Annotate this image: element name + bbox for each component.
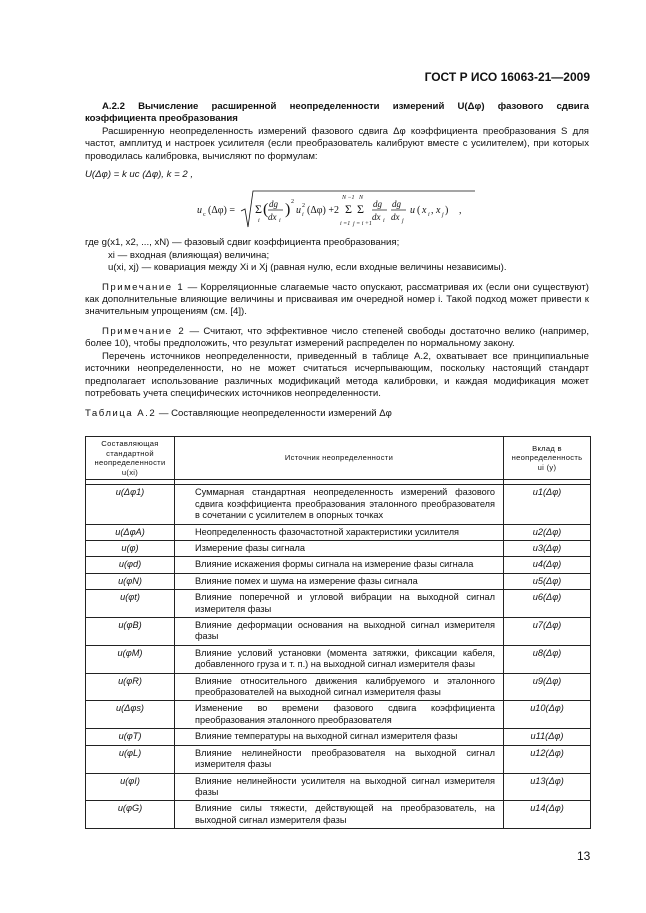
svg-text:): ) <box>445 205 449 217</box>
table-row <box>86 573 591 589</box>
svg-text:,: , <box>459 205 462 217</box>
main-content <box>85 101 589 423</box>
contribution-cell: u7(Δφ) <box>504 618 591 646</box>
table-row <box>86 645 591 673</box>
source-cell: Суммарная стандартная неопределенность измерений фазового сдвига коэффициента преобразования эталонного преобразователя в сочетании с усилителем в опорных точках <box>175 485 504 524</box>
contribution-cell: u9(Δφ) <box>504 673 591 701</box>
source-cell: Влияние деформации основания на выходной сигнал измерителя фазы <box>175 618 504 646</box>
contribution-cell: u14(Δφ) <box>504 801 591 829</box>
contribution-cell: u3(Δφ) <box>504 541 591 557</box>
contribution-cell: u13(Δφ) <box>504 773 591 801</box>
component-cell: u(Δφs) <box>86 701 175 729</box>
svg-text:N: N <box>359 195 364 202</box>
svg-text:i: i <box>428 212 430 219</box>
contribution-cell: u11(Δφ) <box>504 729 591 745</box>
svg-text:u: u <box>296 205 301 217</box>
svg-text:Σ: Σ <box>255 202 262 217</box>
table-row <box>86 745 591 773</box>
svg-text:x: x <box>422 205 427 217</box>
table-row <box>86 524 591 540</box>
svg-text:2: 2 <box>302 203 305 210</box>
table-row <box>86 590 591 618</box>
svg-text:,: , <box>431 205 434 217</box>
definition-covariance: u(xi, xj) — ковариация между Xi и Xj (равная нулю, если входные величины независимы). <box>108 262 507 274</box>
svg-text:dx: dx <box>372 212 381 223</box>
source-cell: Влияние поперечной и угловой вибрации на выходной сигнал измерителя фазы <box>175 590 504 618</box>
component-cell: u(φL) <box>86 745 175 773</box>
svg-text:u: u <box>410 205 415 217</box>
component-cell: u(Δφ1) <box>86 485 175 524</box>
definitions <box>85 237 589 274</box>
contribution-cell: u1(Δφ) <box>504 485 591 524</box>
svg-text:j: j <box>442 212 444 219</box>
svg-text:N −1: N −1 <box>342 195 355 202</box>
contribution-cell: u5(Δφ) <box>504 573 591 589</box>
table-header-row <box>86 437 591 480</box>
svg-text:2: 2 <box>291 199 294 206</box>
svg-text:j = i +1: j = i +1 <box>353 221 372 228</box>
sources-paragraph: Перечень источников неопределенности, приведенный в таблице А.2, охватывает все принципиальные источники неопределенности, но не может считаться исчерпывающим, поскольку настоящий стандарт предполагает использование различных модификаций метода калибровки, и каждая модификация может потребовать учета специфических источников неопределенности. <box>85 350 589 399</box>
component-cell: u(φM) <box>86 645 175 673</box>
note-2 <box>85 326 589 351</box>
svg-text:j: j <box>402 218 404 225</box>
col-header-source: Источник неопределенности <box>175 437 504 480</box>
component-cell: u(φI) <box>86 773 175 801</box>
combined-uncertainty-formula-graphic <box>197 187 477 233</box>
table-row <box>86 485 591 524</box>
svg-text:(: ( <box>417 205 421 217</box>
svg-text:dx: dx <box>391 212 400 223</box>
col-header-component: Составляющая стандартной неопределенности u(xi) <box>86 437 175 480</box>
table-body <box>86 485 591 829</box>
formula-combined-uncertainty <box>85 187 589 233</box>
svg-text:i: i <box>302 212 304 219</box>
definition-xi: xi — входная (влияющая) величина; <box>108 249 270 261</box>
svg-text:i =1: i =1 <box>340 221 351 228</box>
table-caption-label: Таблица А.2 <box>85 408 157 420</box>
source-cell: Влияние помех и шума на измерение фазы сигнала <box>175 573 504 589</box>
table-row <box>86 801 591 829</box>
source-cell: Влияние условий установки (момента затяжки, фиксации кабеля, добавленного груза и т. п.) на выходной сигнал измерителя фазы <box>175 645 504 673</box>
svg-text:u: u <box>197 205 202 217</box>
svg-text:(Δφ) +2: (Δφ) +2 <box>307 205 340 217</box>
svg-text:i: i <box>258 218 260 225</box>
component-cell: u(φG) <box>86 801 175 829</box>
component-cell: u(ΔφA) <box>86 524 175 540</box>
note-2-text: — Считают, что эффективное число степеней свободы достаточно велико (например, более 10), чтобы предположить, что результат измерений распределен по нормальному закону. <box>85 325 589 350</box>
contribution-cell: u4(Δφ) <box>504 557 591 573</box>
contribution-cell: u8(Δφ) <box>504 645 591 673</box>
component-cell: u(φt) <box>86 590 175 618</box>
svg-text:dg: dg <box>392 199 401 210</box>
table-row <box>86 673 591 701</box>
component-cell: u(φT) <box>86 729 175 745</box>
note-2-label: Примечание 2 <box>102 325 186 337</box>
table-row <box>86 541 591 557</box>
svg-text:dg: dg <box>373 199 382 210</box>
source-cell: Неопределенность фазочастотной характеристики усилителя <box>175 524 504 540</box>
source-cell: Влияние силы тяжести, действующей на преобразователь, на выходной сигнал измерителя фазы <box>175 801 504 829</box>
table-row <box>86 773 591 801</box>
source-cell: Влияние нелинейности усилителя на выходной сигнал измерителя фазы <box>175 773 504 801</box>
intro-paragraph: Расширенную неопределенность измерений фазового сдвига Δφ коэффициента преобразования S для частот, амплитуд и настроек усилителя (если преобразователь калибруют вместе с усилителем), при которых проводилась калибровка, вычисляют по формулам: <box>85 125 589 162</box>
component-cell: u(φ) <box>86 541 175 557</box>
contribution-cell: u10(Δφ) <box>504 701 591 729</box>
document-header: ГОСТ Р ИСО 16063-21—2009 <box>424 70 590 84</box>
table-row <box>86 701 591 729</box>
contribution-cell: u6(Δφ) <box>504 590 591 618</box>
source-cell: Измерение фазы сигнала <box>175 541 504 557</box>
table-row <box>86 618 591 646</box>
svg-text:Σ: Σ <box>357 202 364 217</box>
table-row <box>86 557 591 573</box>
uncertainty-table <box>85 436 591 829</box>
source-cell: Влияние температуры на выходной сигнал измерителя фазы <box>175 729 504 745</box>
component-cell: u(φN) <box>86 573 175 589</box>
svg-text:dg: dg <box>269 199 278 210</box>
component-cell: u(φB) <box>86 618 175 646</box>
note-1-label: Примечание 1 <box>102 281 185 293</box>
source-cell: Влияние относительного движения калибруемого и эталонного преобразователей на выходной сигнал измерителя фазы <box>175 673 504 701</box>
contribution-cell: u2(Δφ) <box>504 524 591 540</box>
source-cell: Влияние искажения формы сигнала на измерение фазы сигнала <box>175 557 504 573</box>
svg-text:x: x <box>436 205 441 217</box>
source-cell: Изменение во времени фазового сдвига коэффициента преобразования эталонного преобразователя <box>175 701 504 729</box>
page-number: 13 <box>577 849 591 863</box>
component-cell: u(φd) <box>86 557 175 573</box>
note-1-text: — Корреляционные слагаемые часто опускают, рассматривая их (если они существуют) как дополнительные влияющие величины и присваивая им очередной номер i. Такой подход может привести к значительным упрощениям (см. [4]). <box>85 281 590 318</box>
contribution-cell: u12(Δφ) <box>504 745 591 773</box>
section-title: А.2.2 Вычисление расширенной неопределенности измерений U(Δφ) фазового сдвига коэффициента преобразования <box>85 101 589 125</box>
svg-text:): ) <box>285 201 291 219</box>
component-cell: u(φR) <box>86 673 175 701</box>
svg-text:(: ( <box>263 201 269 219</box>
svg-text:i: i <box>279 218 281 225</box>
svg-text:i: i <box>383 218 385 225</box>
svg-text:Σ: Σ <box>345 202 352 217</box>
col-header-contribution: Вклад в неопределенность ui (y) <box>504 437 591 480</box>
note-1 <box>85 282 589 319</box>
table-caption <box>85 408 589 420</box>
table-caption-text: — Составляющие неопределенности измерений Δφ <box>156 408 392 420</box>
source-cell: Влияние нелинейности преобразователя на выходной сигнал измерителя фазы <box>175 745 504 773</box>
svg-text:dx: dx <box>268 212 277 223</box>
svg-text:c: c <box>203 212 206 219</box>
table-row <box>86 729 591 745</box>
svg-text:(Δφ) =: (Δφ) = <box>208 205 236 217</box>
formula-expanded-uncertainty: U(Δφ) = k uc (Δφ), k = 2 , <box>85 169 194 181</box>
definition-g: где g(x1, x2, ..., xN) — фазовый сдвиг коэффициента преобразования; <box>85 237 400 249</box>
